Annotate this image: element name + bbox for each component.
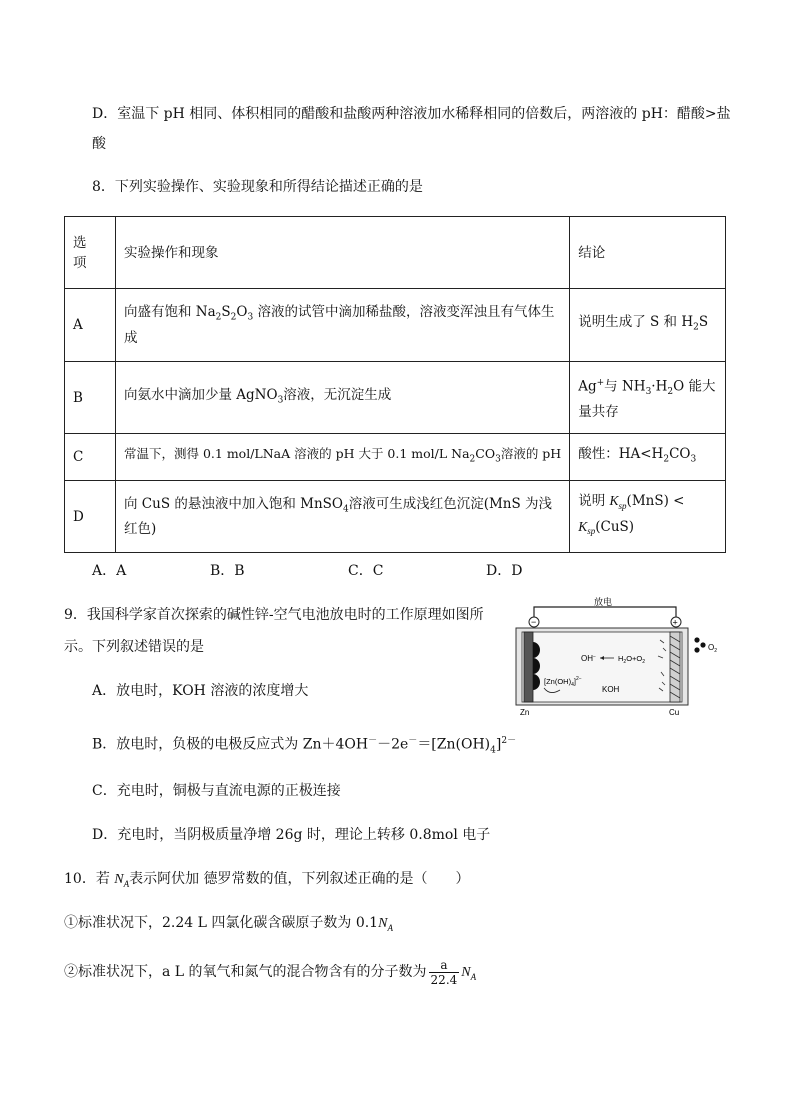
zincate-label: $[Zn(OH)_4]^{2-}$ xyxy=(544,676,582,688)
electrolyte-label: KOH xyxy=(602,685,620,694)
q8-choices xyxy=(92,561,522,581)
q8-choice-b[interactable]: B．B xyxy=(210,563,245,579)
row-d-operation: 向 CuS 的悬浊液中加入饱和 MnSO$_4$溶液可生成浅红色沉淀(MnS 为浅红色) xyxy=(116,481,570,553)
table-row xyxy=(65,362,726,434)
negative-terminal: − xyxy=(531,617,537,627)
row-a-option: A xyxy=(65,289,116,362)
q8-table xyxy=(64,216,726,553)
zinc-air-battery-diagram xyxy=(510,596,735,720)
q9-stem-line1: 9．我国科学家首次探索的碱性锌-空气电池放电时的工作原理如图所 xyxy=(64,607,484,623)
q9-stem-line2: 示。下列叙述错误的是 xyxy=(64,639,204,655)
header-conclusion: 结论 xyxy=(570,217,726,289)
positive-terminal: + xyxy=(672,617,678,628)
discharge-label: 放电 xyxy=(594,597,613,607)
copper-electrode-label: Cu xyxy=(669,708,680,717)
q8-stem: 8．下列实验操作、实验现象和所得结论描述正确的是 xyxy=(92,179,423,195)
q8-choice-a[interactable]: A．A xyxy=(92,563,127,579)
q7-option-d-line1: D．室温下 pH 相同、体积相同的醋酸和盐酸两种溶液加水稀释相同的倍数后，两溶液的 pH：醋酸>盐 xyxy=(92,106,731,122)
q8-choice-c[interactable]: C．C xyxy=(348,563,384,579)
row-b-option: B xyxy=(65,362,116,434)
table-row xyxy=(65,289,726,362)
q9-option-d[interactable]: D．充电时，当阴极质量净增 26g 时，理论上转移 0.8mol 电子 xyxy=(92,827,491,843)
water-oxygen-label: $H_2O+O_2$ xyxy=(618,654,646,665)
row-b-conclusion: Ag+与 $NH_3\cdot H_2O$ 能大量共存 xyxy=(570,362,726,434)
row-c-conclusion: 酸性：$HA<H_2CO_3$ xyxy=(570,434,726,481)
row-b-operation: 向氨水中滴加少量 AgNO$_3$溶液，无沉淀生成 xyxy=(116,362,570,434)
q8-choice-d[interactable]: D．D xyxy=(486,563,523,579)
q7-option-d-line2: 酸 xyxy=(92,136,106,152)
table-row xyxy=(65,481,726,553)
oxygen-label: $O_2$ xyxy=(708,643,718,654)
q9-option-c[interactable]: C．充电时，铜极与直流电源的正极连接 xyxy=(92,783,341,799)
fraction: $\frac{a}{22.4}$ xyxy=(430,957,458,987)
q10-item2: ②标准状况下，a L 的氧气和氮气的混合物含有的分子数为 $\frac{a}{22.4}$ $N_A$ xyxy=(64,957,477,987)
q10-item1: ①标准状况下，2.24 L 四氯化碳含碳原子数为 $0.1N_A$ xyxy=(64,915,393,933)
q9-option-b[interactable]: B．放电时，负极的电极反应式为 $Zn+4OH^--2e^-=[Zn(OH)_4]^{2-}$ xyxy=(92,736,517,756)
table-row xyxy=(65,434,726,481)
q10-stem: 10．若 $N_A$表示阿伏加 德罗常数的值，下列叙述正确的是（ ） xyxy=(64,871,470,889)
header-option: 选项 xyxy=(65,217,116,289)
zinc-electrode-label: Zn xyxy=(520,708,530,717)
row-d-option: D xyxy=(65,481,116,553)
q9-option-a[interactable]: A．放电时，KOH 溶液的浓度增大 xyxy=(92,683,309,699)
table-header-row xyxy=(65,217,726,289)
hydroxide-label: OH− xyxy=(581,654,596,663)
row-c-option: C xyxy=(65,434,116,481)
header-operation: 实验操作和现象 xyxy=(116,217,570,289)
row-d-conclusion: 说明 $K_{sp}(MnS) < K_{sp}(CuS)$ xyxy=(570,481,726,553)
row-c-operation: 常温下，测得 0.1 mol/LNaA 溶液的 pH 大于 0.1 mol/L $Na_2CO_3$溶液的 pH xyxy=(116,434,570,481)
row-a-conclusion: 说明生成了 S 和 $H_2S$ xyxy=(570,289,726,362)
row-a-operation: 向盛有饱和 $Na_2S_2O_3$ 溶液的试管中滴加稀盐酸，溶液变浑浊且有气体生成 xyxy=(116,289,570,362)
